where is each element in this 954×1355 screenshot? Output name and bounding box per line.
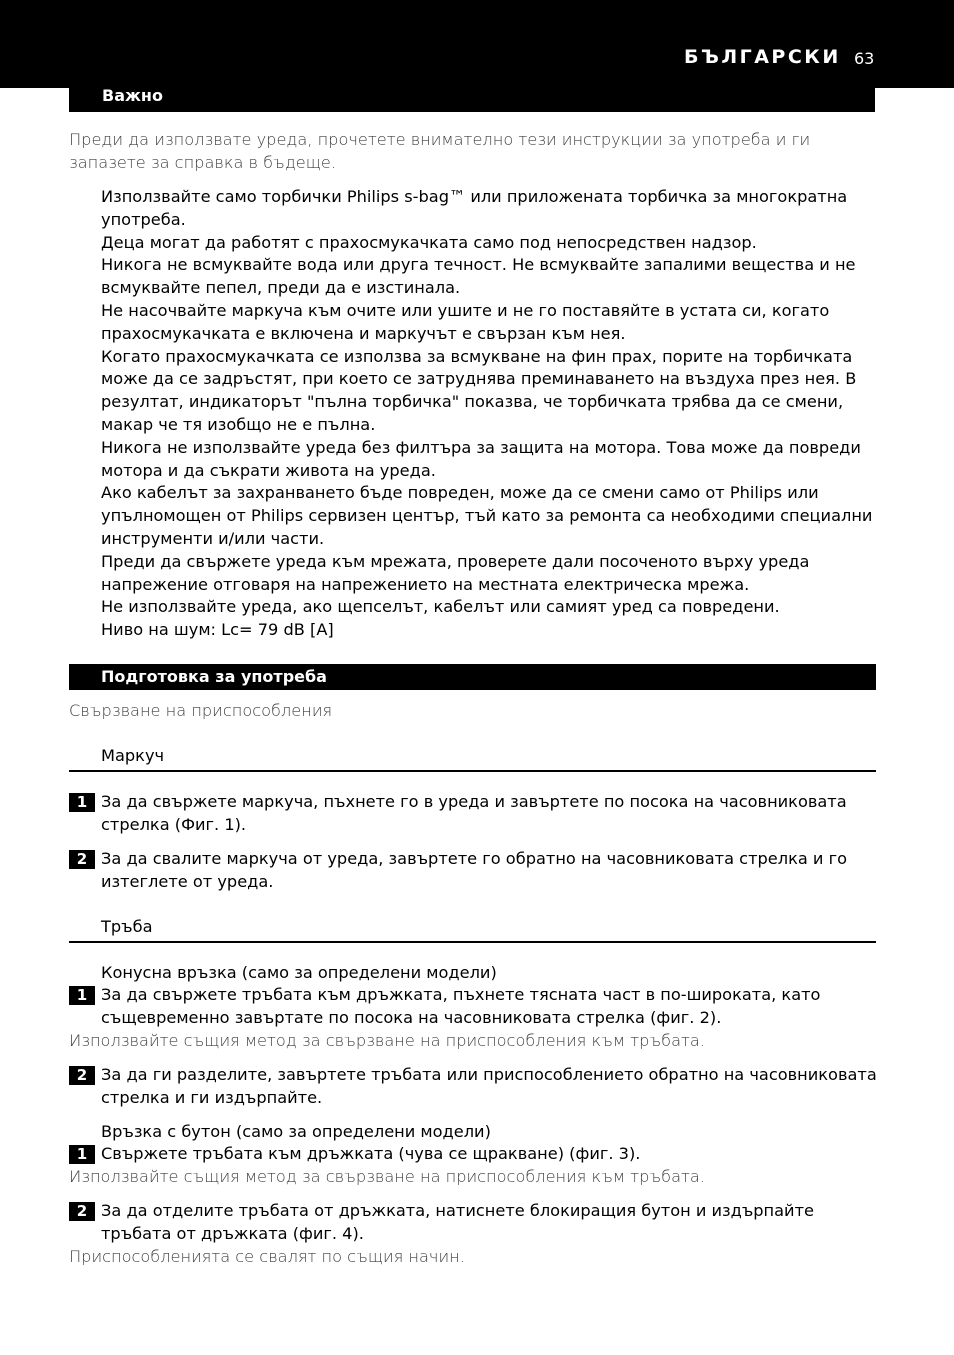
step-number: 2 (69, 850, 95, 869)
page-header (0, 0, 954, 88)
button-step-2: За да отделите тръбата от дръжката, натиснете блокиращия бутон и издърпайте тръбата от дръжката (фиг. 4). (101, 1201, 814, 1243)
divider (69, 941, 876, 943)
page-number: 63 (854, 49, 875, 68)
final-note: Приспособленията се свалят по същия начин. (69, 1247, 465, 1266)
list-item: Никога не използвайте уреда без филтъра за защита на мотора. Това може да повреди мотора и да съкрати живота на уреда. (101, 437, 861, 480)
important-intro: Преди да използвате уреда, прочетете внимателно тези инструкции за употреба и ги запазете за справка в бъдеще. (69, 130, 811, 172)
divider (69, 770, 876, 772)
step-number: 1 (69, 1145, 95, 1164)
hose-step-1: За да свържете маркуча, пъхнете го в уреда и завъртете по посока на часовниковата стрелка (Фиг. 1). (101, 792, 847, 834)
header-language: БЪЛГАРСКИ (684, 46, 841, 68)
conical-step-1: За да свържете тръбата към дръжката, пъхнете тясната част в по-широката, като същевременно завъртате по посока на часовниковата стрелка (фиг. 2). (101, 985, 821, 1027)
conical-heading: Конусна връзка (само за определени модели) (101, 963, 497, 982)
tube-heading: Тръба (101, 917, 153, 936)
hose-step-2: За да свалите маркуча от уреда, завъртете го обратно на часовниковата стрелка и го изтеглете от уреда. (101, 849, 847, 891)
button-note: Използвайте същия метод за свързване на приспособления към тръбата. (69, 1167, 705, 1186)
button-heading: Връзка с бутон (само за определени модели) (101, 1122, 491, 1141)
list-item: Деца могат да работят с прахосмукачката само под непосредствен надзор. (101, 232, 757, 252)
section-title-important: Важно (69, 85, 875, 112)
hose-heading: Маркуч (101, 746, 165, 765)
list-item: Използвайте само торбички Philips s-bag™ или приложената торбичка за многократна употреба. (101, 187, 848, 229)
list-item: Не насочвайте маркуча към очите или ушите и не го поставяйте в устата си, когато прахосмукачката е включена и маркучът е свързан към нея. (101, 300, 830, 343)
conical-step-2: За да ги разделите, завъртете тръбата или приспособлението обратно на часовниковата стрелка и ги издърпайте. (101, 1065, 877, 1107)
step-number: 2 (69, 1202, 95, 1221)
list-item: Когато прахосмукачката се използва за всмукване на фин прах, порите на торбичката може да се задръстят, при което се затруднява преминаването на въздуха през нея. В резултат, индикаторът "пълна торбичка" показва, че торбичката трябва да се смени, макар че тя изобщо не е пълна. (101, 346, 857, 434)
list-item: Преди да свържете уреда към мрежата, проверете дали посоченото върху уреда напрежение отговаря на напрежението на местната електрическа мрежа. (101, 551, 810, 594)
section-title-preparation: Подготовка за употреба (69, 664, 876, 690)
conical-note: Използвайте същия метод за свързване на приспособления към тръбата. (69, 1031, 705, 1050)
step-number: 2 (69, 1066, 95, 1085)
important-list (101, 186, 877, 642)
list-item: Не използвайте уреда, ако щепселът, кабелът или самият уред са повредени. (101, 597, 780, 617)
step-number: 1 (69, 986, 95, 1005)
step-number: 1 (69, 793, 95, 812)
list-item: Никога не всмуквайте вода или друга течност. Не всмуквайте запалими вещества и не всмуквайте пепел, преди да е изстинала. (101, 255, 856, 298)
list-item: Ниво на шум: Lc= 79 dB [A] (101, 620, 334, 640)
button-step-1: Свържете тръбата към дръжката (чува се щракване) (фиг. 3). (101, 1144, 641, 1163)
list-item: Ако кабелът за захранването бъде повреден, може да се смени само от Philips или упълномощен от Philips сервизен център, тъй като за ремонта са необходими специални инструменти и/или части. (101, 483, 873, 548)
subsection-title: Свързване на приспособления (69, 701, 333, 720)
